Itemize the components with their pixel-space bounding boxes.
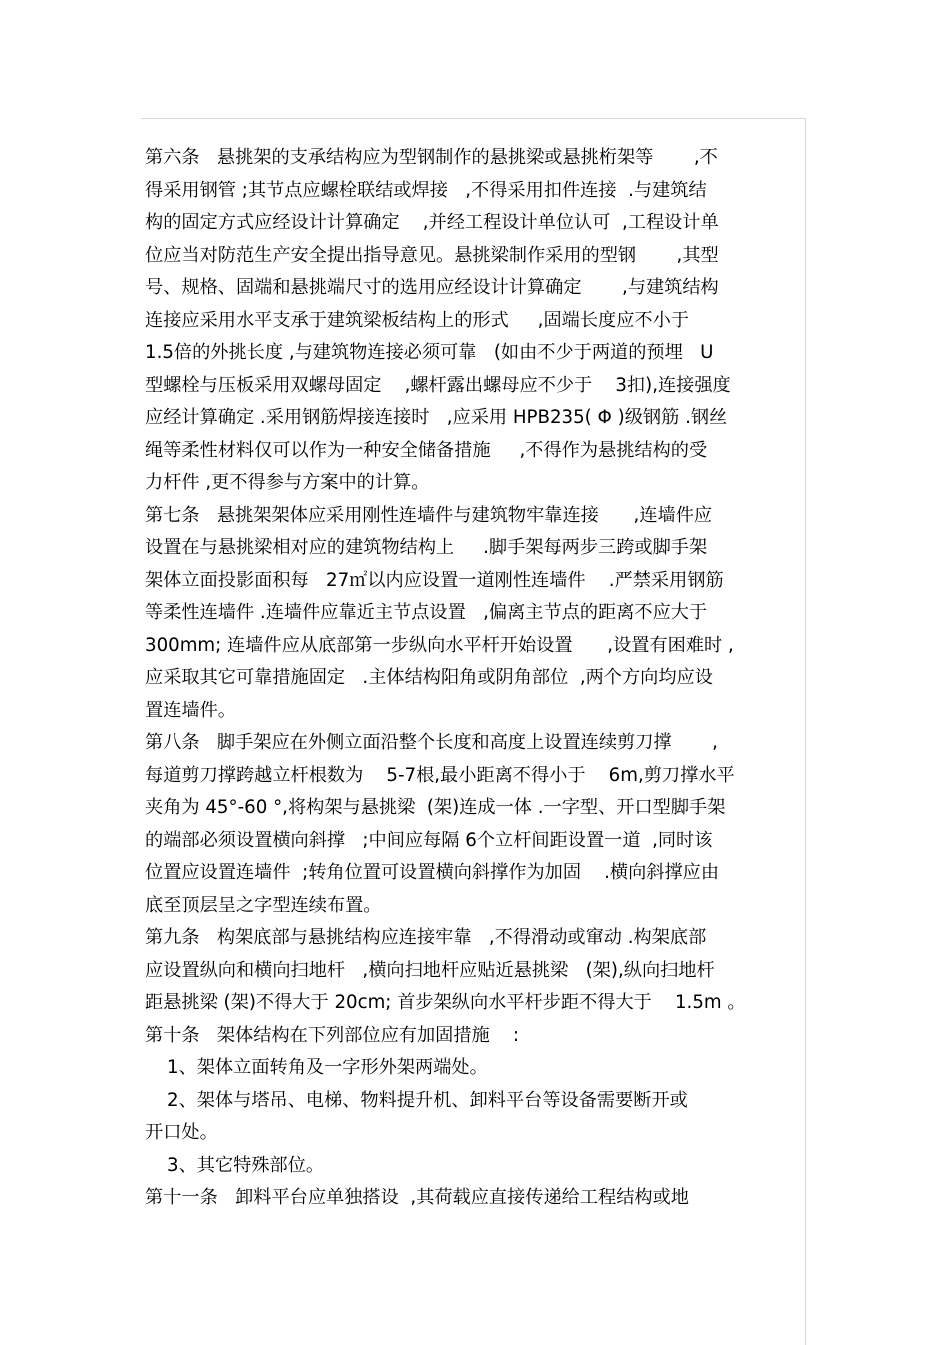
text-line: 300mm; 连墙件应从底部第一步纵向水平杆开始设置 ,设置有困难时 ,	[145, 634, 734, 656]
text-line: 号、规格、固端和悬挑端尺寸的选用应经设计计算确定 ,与建筑结构	[145, 277, 719, 298]
text-line: 连接应采用水平支承于建筑梁板结构上的形式 ,固端长度应不小于	[145, 309, 689, 331]
text-line: 距悬挑梁 (架)不得大于 20cm; 首步架纵向水平杆步距不得大于 1.5m 。	[145, 992, 746, 1013]
text-line: 第十条 架体结构在下列部位应有加固措施 :	[145, 1024, 519, 1046]
text-line: 位应当对防范生产安全提出指导意见。悬挑梁制作采用的型钢 ,其型	[145, 244, 719, 266]
text-line: 第七条 悬挑架架体应采用刚性连墙件与建筑物牢靠连接 ,连墙件应	[145, 504, 713, 526]
text-line: 的端部必须设置横向斜撑 ;中间应每隔 6个立杆间距设置一道 ,同时该	[145, 829, 713, 851]
text-line: 第六条 悬挑架的支承结构应为型钢制作的悬挑梁或悬挑桁架等 ,不	[145, 147, 718, 168]
text-line: 夹角为 45°-60 °,将构架与悬挑梁 (架)连成一体 .一字型、开口型脚手架	[145, 797, 726, 818]
text-line: 3、其它特殊部位。	[167, 1154, 325, 1176]
text-line: 构的固定方式应经设计计算确定 ,并经工程设计单位认可 ,工程设计单	[145, 212, 719, 233]
text-line: 第十一条 卸料平台应单独搭设 ,其荷载应直接传递给工程结构或地	[145, 1187, 689, 1208]
text-line: 得采用钢管 ;其节点应螺栓联结或焊接 ,不得采用扣件连接 .与建筑结	[145, 179, 707, 201]
text-line: 设置在与悬挑梁相对应的建筑物结构上 .脚手架每两步三跨或脚手架	[145, 537, 708, 558]
document-body	[145, 142, 805, 1215]
text-line: 型螺栓与压板采用双螺母固定 ,螺杆露出螺母应不少于 3扣),连接强度	[145, 374, 731, 396]
text-line: 应经计算确定 .采用钢筋焊接连接时 ,应采用 HPB235( Φ )级钢筋 .钢丝	[145, 407, 728, 428]
text-line: 开口处。	[145, 1122, 218, 1143]
text-line: 应采取其它可靠措施固定 .主体结构阳角或阴角部位 ,两个方向均应设	[145, 667, 713, 688]
text-line: 等柔性连墙件 .连墙件应靠近主节点设置 ,偏离主节点的距离不应大于	[145, 602, 708, 623]
text-line: 第九条 构架底部与悬挑结构应连接牢靠 ,不得滑动或窜动 .构架底部	[145, 927, 707, 948]
text-line: 置连墙件。	[145, 699, 236, 721]
text-line: 每道剪刀撑跨越立杆根数为 5-7根,最小距离不得小于 6m,剪刀撑水平	[145, 764, 735, 786]
text-line: 绳等柔性材料仅可以作为一种安全储备措施 ,不得作为悬挑结构的受	[145, 439, 708, 461]
text-line: 底至顶层呈之字型连续布置。	[145, 894, 382, 916]
text-line: 第八条 脚手架应在外侧立面沿整个长度和高度上设置连续剪刀撑 ,	[145, 732, 718, 753]
text-line: 1.5倍的外挑长度 ,与建筑物连接必须可靠 (如由不少于两道的预埋 U	[145, 342, 714, 363]
text-line: 位置应设置连墙件 ;转角位置可设置横向斜撑作为加固 .横向斜撑应由	[145, 862, 720, 883]
text-line: 应设置纵向和横向扫地杆 ,横向扫地杆应贴近悬挑梁 (架),纵向扫地杆	[145, 959, 715, 981]
text-line: 力杆件 ,更不得参与方案中的计算。	[145, 472, 430, 493]
text-line: 2、架体与塔吊、电梯、物料提升机、卸料平台等设备需要断开或	[167, 1089, 688, 1111]
text-line: 1、架体立面转角及一字形外架两端处。	[167, 1057, 488, 1078]
text-line: 架体立面投影面积每 27㎡以内应设置一道刚性连墙件 .严禁采用钢筋	[145, 569, 724, 591]
